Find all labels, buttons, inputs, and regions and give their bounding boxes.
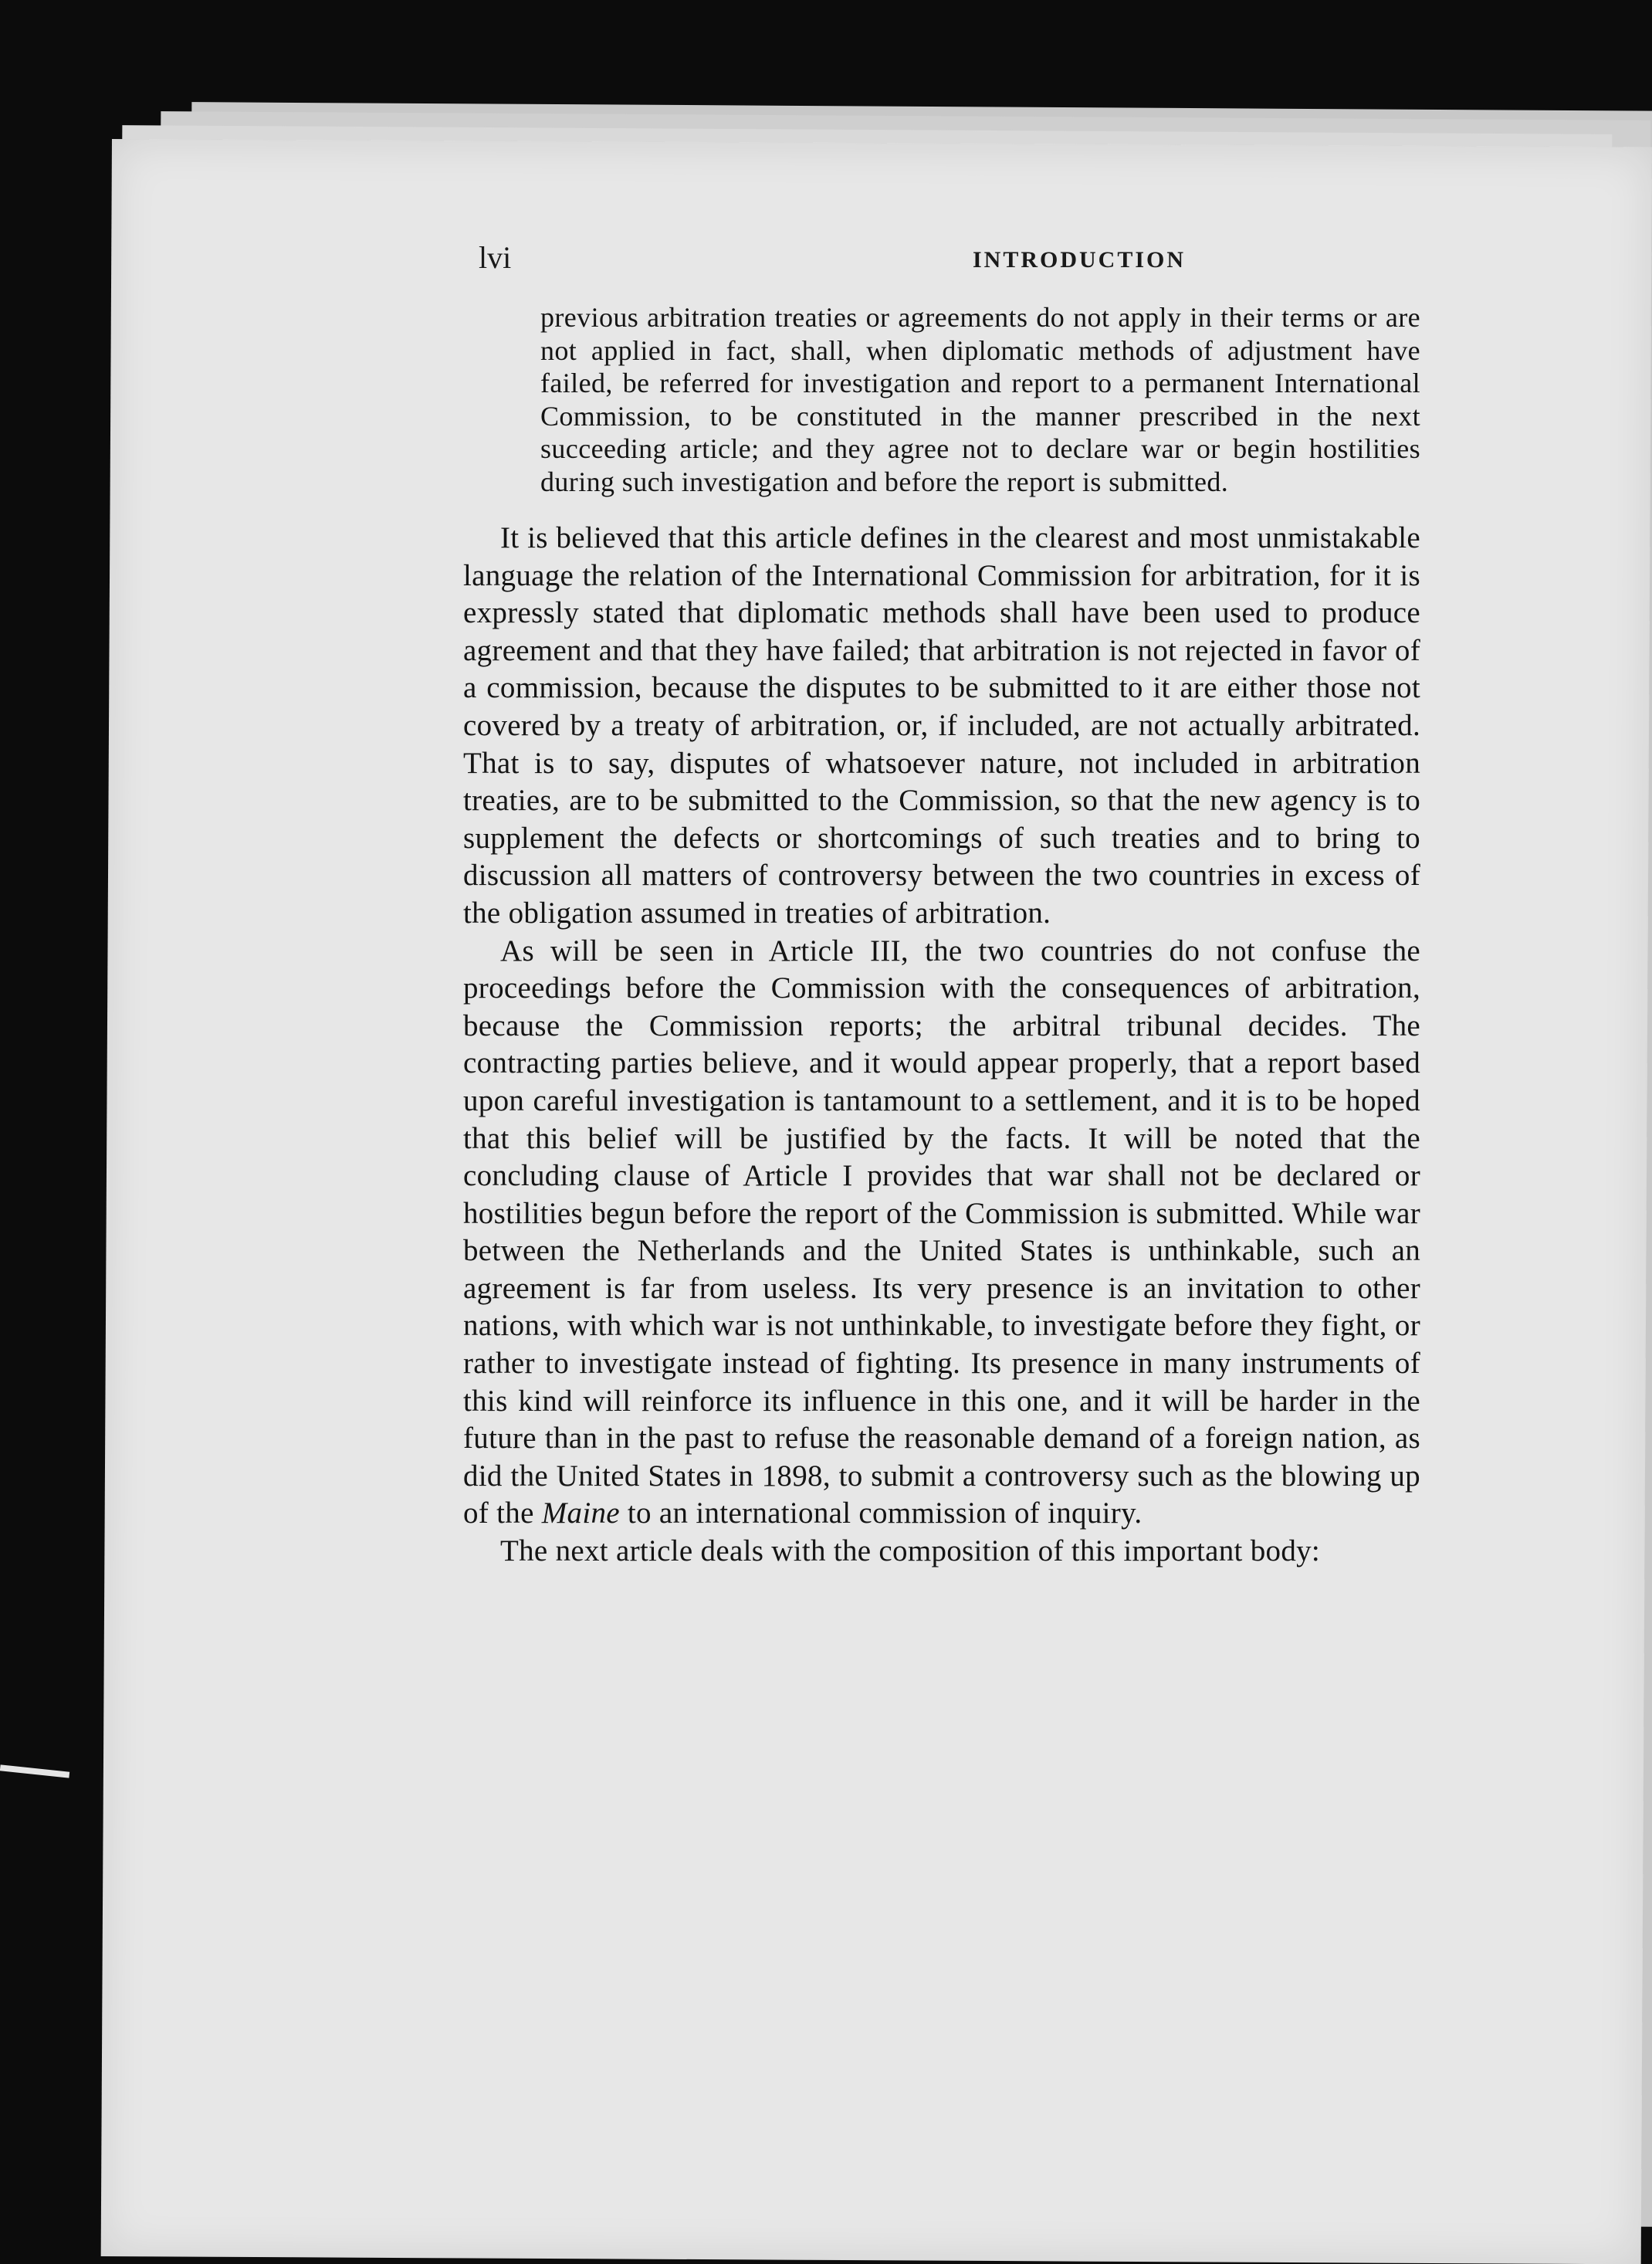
scan-edge-mark <box>0 1764 69 1778</box>
page-body <box>463 301 1536 1571</box>
paragraph <box>463 933 1420 1534</box>
page-number: lvi <box>479 240 512 275</box>
block-quote: previous arbitration treaties or agreements do not apply in their terms or are not applied in fact, shall, when diplomatic methods of adjustment have failed, be referred for investigation and report to a permanent International Commission, to be constituted in the manner prescribed in the next succeeding article; and they agree not to declare war or begin hostilities during such investigation and before the report is submitted. <box>540 302 1420 497</box>
paragraph: It is believed that this article defines in the clearest and most unmistakable language the relation of the International Commission for arbitration, for it is expressly stated that diplomatic methods shall have been used to produce agreement and that they have failed; that arbitration is not rejected in favor of a commission, because the disputes to be submitted to it are either those not covered by a treaty of arbitration, or, if included, are not actually arbitrated. That is to say, disputes of whatsoever nature, not included in arbitration treaties, are to be submitted to the Commission, so that the new agency is to supplement the defects or shortcomings of such treaties and to bring to discussion all matters of controversy between the two countries in excess of the obligation assumed in treaties of arbitration. <box>463 521 1420 930</box>
paragraph-text: As will be seen in Article III, the two countries do not confuse the proceedings before the Commission with the consequences of arbitration, because the Commission reports; the arbitral tribunal decides. The contracting parties believe, and it would appear properly, that a report based upon careful investigation is tantamount to a settlement, and it is to be hoped that this belief will be justified by the facts. It will be noted that the concluding clause of Article I provides that war shall not be declared or hostilities begun before the report of the Commission is submitted. While war between the Netherlands and the United States is unthinkable, such an agreement is far from useless. Its very presence is an invitation to other nations, with which war is not unthinkable, to investigate before they fight, or rather to investigate instead of fighting. Its presence in many instruments of this kind will reinforce its influence in this one, and it will be harder in the future than in the past to refuse the reasonable demand of a foreign nation, as did the United States in 1898, to submit a controversy such as the blowing up of the <box>463 934 1420 1530</box>
running-head: INTRODUCTION <box>973 247 1187 273</box>
ship-name-italic: Maine <box>541 1496 620 1530</box>
page-header <box>479 239 1405 286</box>
paragraph-text: to an international commission of inquiry. <box>619 1496 1143 1530</box>
paragraph: The next article deals with the composition of this important body: <box>500 1534 1321 1568</box>
